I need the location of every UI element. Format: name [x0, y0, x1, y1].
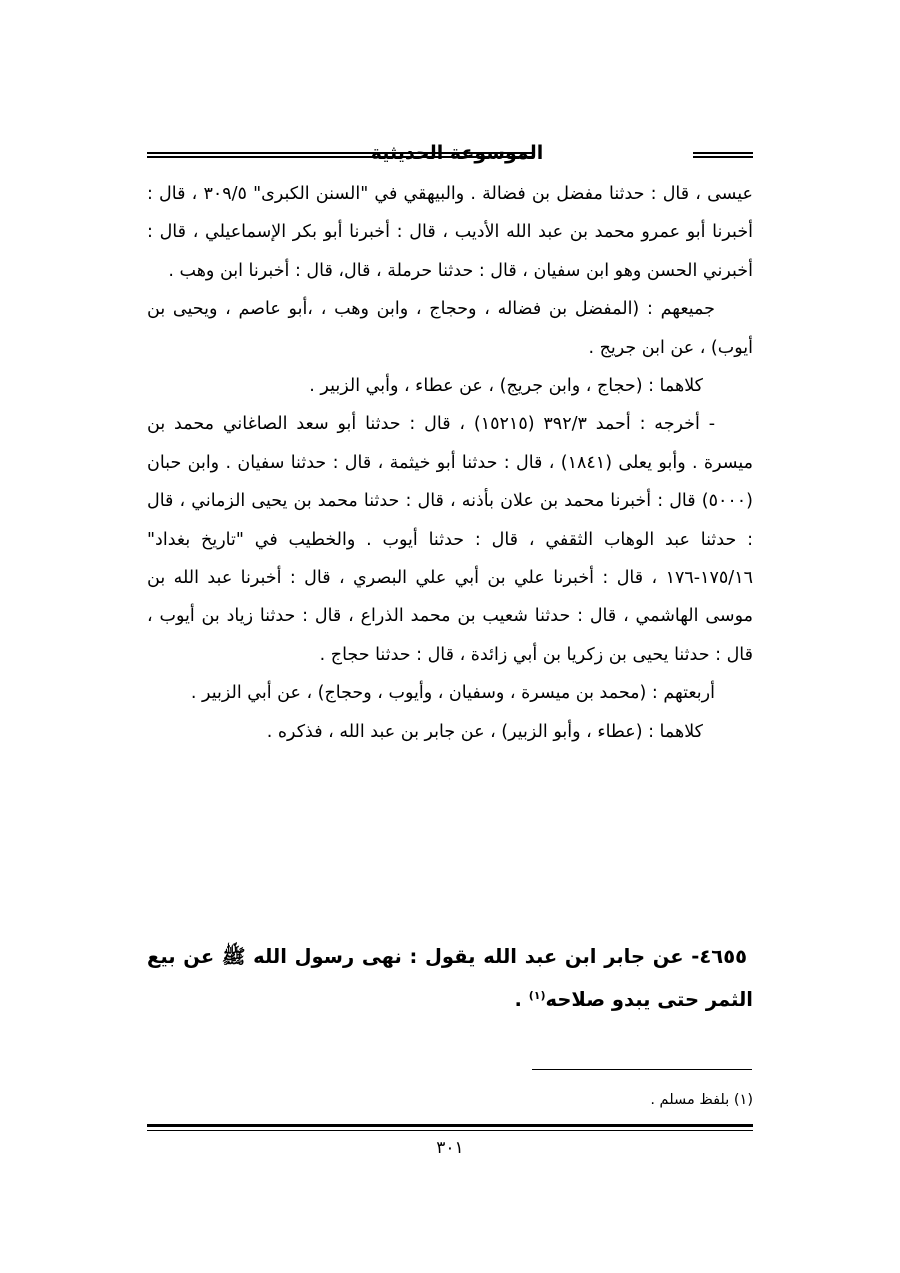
paragraph-2: جميعهم : (المفضل بن فضاله ، وحجاج ، وابن وهب ، ،أبو عاصم ، ويحيى بن أيوب) ، عن ابن جريج .	[147, 299, 753, 358]
header-rule-right	[693, 152, 753, 158]
hadith-entry	[147, 935, 753, 1021]
page-number: ٣٠١	[436, 1138, 464, 1158]
footnote-separator	[532, 1069, 752, 1070]
paragraph-5: أربعتهم : (محمد بن ميسرة ، وسفيان ، وأيوب ، وحجاج) ، عن أبي الزبير .	[190, 683, 715, 704]
running-title: الموسوعة الحديثية	[370, 142, 544, 164]
footer-rule	[147, 1124, 753, 1131]
footnote: (١) بلفظ مسلم .	[650, 1092, 753, 1108]
footnote-reference[interactable]: (١)	[528, 989, 546, 1002]
running-header	[147, 140, 753, 170]
paragraph-6: كلاهما : (عطاء ، وأبو الزبير) ، عن جابر بن عبد الله ، فذكره .	[266, 721, 703, 742]
commentary-body	[147, 175, 753, 751]
paragraph-1: عيسى ، قال : حدثنا مفضل بن فضالة . والبيهقي في "السنن الكبرى" ٣٠٩/٥ ، قال : أخبرنا أبو عمرو محمد بن عبد الله الأديب ، قال : أخبرنا أبو بكر الإسماعيلي ، قال : أخبرني الحسن وهو ابن سفيان ، قال : حدثنا حرملة ، قال، قال : أخبرنا ابن وهب .	[147, 184, 753, 281]
document-page	[147, 0, 753, 1273]
hadith-text	[147, 935, 753, 1021]
hadith-end: .	[514, 988, 529, 1011]
paragraph-4: - أخرجه : أحمد ٣٩٢/٣ (١٥٢١٥) ، قال : حدثنا أبو سعد الصاغاني محمد بن ميسرة . وأبو يعلى (١٨٤١) ، قال : حدثنا أبو خيثمة ، قال : حدثنا سفيان . وابن حبان (٥٠٠٠) قال : أخبرنا محمد بن علان بأذنه ، قال : حدثنا محمد بن يحيى الزماني ، قال : حدثنا عبد الوهاب الثقفي ، قال : حدثنا أيوب . والخطيب في "تاريخ بغداد" ١٧٥/١٦-١٧٦ ، قال : أخبرنا علي بن أبي علي البصري ، قال : أخبرنا عبد الله بن موسى الهاشمي ، قال : حدثنا شعيب بن محمد الذراع ، قال : حدثنا زياد بن أيوب ، قال : حدثنا يحيى بن زكريا بن أبي زائدة ، قال : حدثنا حجاج .	[147, 414, 753, 665]
paragraph-3: كلاهما : (حجاج ، وابن جريج) ، عن عطاء ، وأبي الزبير .	[309, 376, 703, 397]
hadith-main: ٤٦٥٥- عن جابر ابن عبد الله يقول : نهى رسول الله ﷺ عن بيع الثمر حتى يبدو صلاحه	[147, 945, 753, 1011]
